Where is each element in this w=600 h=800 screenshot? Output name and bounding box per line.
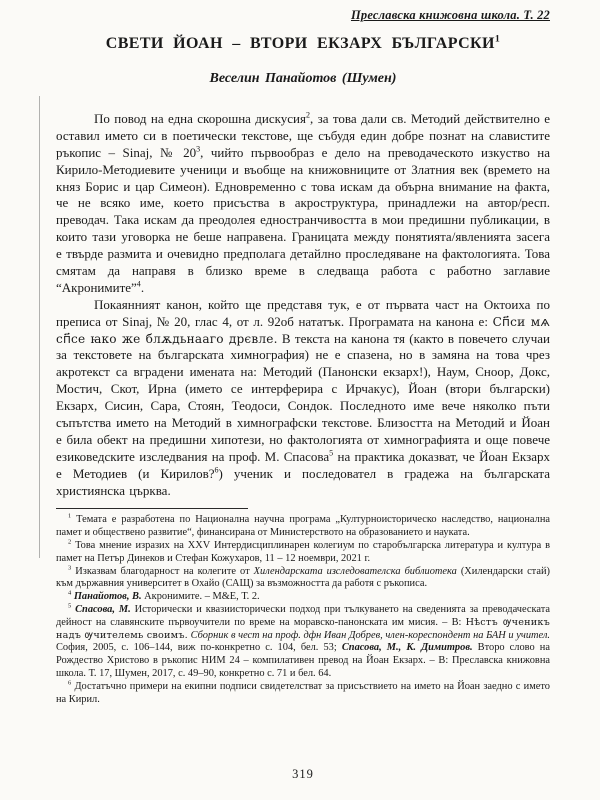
text-segment: Достатъчно примери на екипни подписи свидетелстват за присъствието на името на Йоан заедно с името на Кирил. — [56, 680, 550, 705]
footnote-text — [56, 566, 550, 590]
footnote-reference: 2 — [306, 110, 311, 120]
body-paragraph — [56, 297, 550, 500]
footnote-number: 3 — [68, 564, 72, 572]
text-segment: Темата е разработена по Национална научна програма „Културноисторическо наследство, национална памет и обществено развитие“, финансирана от Министерството на образованието и науката. — [56, 514, 550, 539]
text-segment: По повод на една скорошна дискусия — [94, 111, 306, 126]
journal-header: Преславска книжовна школа. Т. 22 — [350, 8, 550, 22]
footnote — [56, 604, 550, 681]
footnote — [56, 681, 550, 707]
footnote-text — [56, 681, 550, 705]
text-segment: Сп҃си мѧ сп҃се ꙗко же блѫдьнааго дрєвле. — [56, 314, 551, 346]
text-segment: София, 2005, с. 106–144, виж по-конкретно с. 104, бел. 53; — [56, 642, 342, 654]
body-paragraph — [56, 111, 550, 297]
text-segment: Изказвам благодарност на колегите от — [71, 565, 254, 577]
footnote — [56, 514, 550, 540]
text-segment: , чийто първообраз е дело на преводаческото изкуство на Кирило-Методиевите ученици и въобще на книжовниците от Златния век (времето на княз Борис и цар Симеон). Едновременно с това искам да обърна внимание на факта, че не всяко име, което присъства в акроструктура, принадлежи на автор/респ. преводач. Така искам да преодолея едностранчивостта в мои предишни публикации, в които тази уговорка не беше направена. Границата между понятията/явленията засега е твърде размита и очевидно предполага детайлно проследяване на фактологията. Това смятам да направя в близко време в следваща работа с работно заглавие “Акронимите” — [56, 144, 550, 295]
text-segment: Това мнение изразих на XXV Интердисциплинарен колегиум по старобългарска литература и култура в памет на Петър Динеков и Стефан Кожухаров, 11 – 12 ноември, 2021 г. — [56, 540, 550, 564]
text-segment: Спасова, М. — [71, 604, 131, 616]
text-segment: . — [140, 279, 145, 295]
footnote-number: 4 — [68, 589, 72, 597]
text-segment: ) ученик и последовател в градежа на българската християнска църква. — [56, 465, 550, 498]
footnote-reference: 4 — [136, 279, 141, 289]
footnote-number: 2 — [68, 538, 72, 546]
page-number: 319 — [292, 767, 314, 781]
text-segment: (Хилендарски стай) към държавния университет в Охайо (САЩ) за възможността да работя с ръкописа. — [56, 565, 550, 590]
footnotes-block — [56, 514, 550, 706]
text-segment: Нѣстъ ѹченикъ надъ ѹчителемь своимъ. — [56, 616, 550, 641]
text-segment: Панайотов, В. — [71, 591, 142, 603]
footnote-text — [56, 540, 550, 564]
text-segment: Акронимите. – М&Е, Т. 2. — [141, 591, 260, 603]
footnote-number: 6 — [68, 679, 72, 687]
text-segment: В текста на канона тя (както в повечето случаи за текстовете на българската химнография) не е спазена, но в замяна на това чрез акротекст са вградени имената на: Методий (Панонски екзарх!), Наум, Сноор, Докс, Мостич, Скот, Ирна (името се интерферира с Ирчакус), Йоан (втори български) Екзарх, Сисин, Сара, Стоян, Теодоси, Сондок. Последното име вече няколко пъти съпътства името на Методий в химнографски текстове. Близостта на Методий и Йоан е била обект на предишни хипотези, но фактологията от химнографията и още повече езиковедските изследвания на проф. М. Спасова — [56, 330, 550, 464]
footnote-text — [71, 591, 259, 602]
footnote-number: 1 — [68, 513, 72, 521]
footnote-separator — [56, 508, 248, 509]
text-segment: Второ слово на Рождество Христово в ръкопис НИМ 24 – компилативен превод на Йоан Екзарх. – В: Преславска книжовна школа. Т. 17, Шумен, 2017, с. 49–90, конкретно с. 71 и бел. 64. — [56, 642, 550, 680]
text-segment: на практика доказват, че Йоан Екзарх е Методиев (и Кирилов? — [56, 448, 550, 481]
text-segment: Хилендарската изследователска библиотека — [253, 565, 457, 577]
title-footnote-reference: 1 — [494, 33, 501, 45]
scan-edge-artifact — [39, 96, 40, 558]
footnote-reference: 5 — [329, 448, 334, 458]
article-author: Веселин Панайотов (Шумен) — [209, 71, 397, 86]
footnote-text — [56, 514, 550, 538]
text-segment: Спасова, М., К. Димитров. — [341, 642, 473, 654]
footnote-number: 5 — [68, 602, 72, 610]
text-segment: Покаянният канон, който ще представя тук, е от първата част на Октоиха по преписа от Sinaj, № 20, глас 4, от л. 92об нататък. Програмата на канона е: — [56, 296, 550, 329]
text-segment: , за това дали св. Методий действително е оставил името си в поетически текстове, ще събудя един добре познат на славистите ръкопис – Sinaj, № 20 — [56, 111, 550, 160]
article-body — [56, 111, 550, 499]
footnote — [56, 591, 550, 604]
footnote-reference: 6 — [214, 465, 219, 475]
footnote — [56, 540, 550, 566]
footnote-reference: 3 — [196, 144, 201, 154]
footnote — [56, 566, 550, 592]
text-segment: Исторически и квазиисторически подход при тълкуването на сведенията за преводаческата дейност на славянските първоучители по време на моравско-панонската им мисия. – В: — [56, 604, 550, 628]
text-segment: Сборник в чест на проф. дфн Иван Добрев, член-кореспондент на БАН и учител. — [190, 629, 550, 641]
footnote-text — [56, 604, 550, 679]
article-title — [56, 35, 550, 53]
article-title-text: СВЕТИ ЙОАН – ВТОРИ ЕКЗАРХ БЪЛГАРСКИ — [105, 35, 495, 52]
